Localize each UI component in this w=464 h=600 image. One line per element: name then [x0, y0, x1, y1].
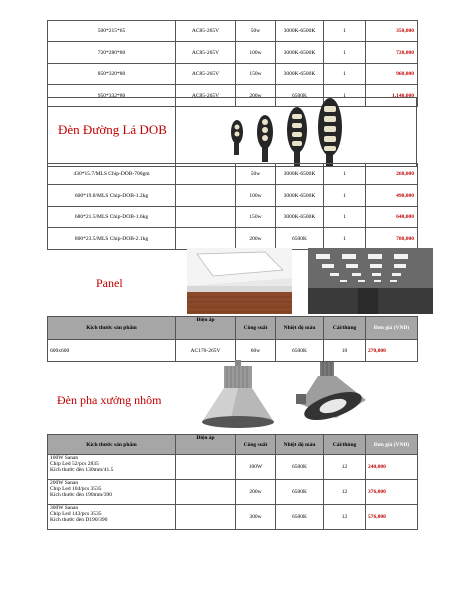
- qty-cell: 1: [324, 228, 366, 250]
- desc-line: 300W Sanan: [50, 505, 79, 511]
- qty-cell: 1: [324, 21, 366, 42]
- panel-section-title: Panel: [96, 276, 123, 290]
- voltage-cell: [176, 228, 236, 250]
- desc-cell: [48, 505, 176, 530]
- qty-cell: 12: [324, 480, 366, 505]
- power-cell: 200w: [236, 228, 276, 250]
- table-row: [48, 505, 418, 530]
- voltage-cell: AC85-265V: [176, 64, 236, 85]
- temp-cell: 6500K: [276, 505, 324, 530]
- power-cell: 100w: [236, 185, 276, 207]
- power-cell: 200w: [236, 480, 276, 505]
- temp-cell: 6500K: [276, 480, 324, 505]
- table-row: [48, 64, 418, 85]
- header-power: Công suất: [236, 317, 276, 340]
- highbay-lamp-image-2: [290, 360, 370, 420]
- table-header-row: [48, 317, 418, 340]
- temp-cell: 3000K-6500K: [276, 207, 324, 228]
- voltage-cell: [176, 455, 236, 480]
- header-price: Đơn giá (VNĐ): [366, 435, 418, 455]
- price-cell: 640,000: [366, 207, 418, 228]
- size-cell: 680*21.5/MLS Chip-DOB-1.6kg: [48, 207, 176, 228]
- table-row: [48, 21, 418, 42]
- table-row: [48, 164, 418, 185]
- power-cell: 100w: [236, 42, 276, 64]
- temp-cell: 6500K: [276, 340, 324, 362]
- size-cell: 850*320*80: [48, 64, 176, 85]
- temp-cell: 3000K-6500K: [276, 64, 324, 85]
- qty-cell: 1: [324, 64, 366, 85]
- panel-photo-room: [187, 248, 292, 314]
- header-temp: Nhiệt độ màu: [276, 317, 324, 340]
- power-cell: 100W: [236, 455, 276, 480]
- price-cell: 350,000: [366, 21, 418, 42]
- dob-table: [47, 163, 418, 250]
- price-cell: 376,000: [366, 480, 418, 505]
- size-cell: 430*15.7/MLS Chip-DOB-700gm: [48, 164, 176, 185]
- power-cell: 50w: [236, 21, 276, 42]
- header-temp: Nhiệt độ màu: [276, 435, 324, 455]
- power-cell: 150w: [236, 64, 276, 85]
- voltage-cell: [176, 207, 236, 228]
- qty-cell: 1: [324, 207, 366, 228]
- divider: [175, 97, 176, 167]
- qty-cell: 12: [324, 455, 366, 480]
- header-voltage: Điện áp: [176, 317, 236, 340]
- temp-cell: 6500K: [276, 85, 324, 107]
- price-cell: 240,000: [366, 455, 418, 480]
- table-row: [48, 228, 418, 250]
- desc-line: Kích thước đèn D190/390: [50, 517, 108, 523]
- voltage-cell: AC85-265V: [176, 42, 236, 64]
- desc-cell: [48, 480, 176, 505]
- highbay-table: [47, 434, 418, 530]
- header-size: Kích thước sản phẩm: [48, 435, 176, 455]
- size-cell: 800*23.5/MLS Chip-DOB-2.1kg: [48, 228, 176, 250]
- table-row: [48, 480, 418, 505]
- voltage-cell: AC170-265V: [176, 340, 236, 362]
- voltage-cell: [176, 185, 236, 207]
- qty-cell: 10: [324, 340, 366, 362]
- price-cell: 780,000: [366, 228, 418, 250]
- power-cell: 200w: [236, 85, 276, 107]
- qty-cell: 1: [324, 164, 366, 185]
- price-cell: 270,000: [366, 340, 418, 362]
- power-cell: 150w: [236, 207, 276, 228]
- temp-cell: 6500K: [276, 455, 324, 480]
- voltage-cell: [176, 505, 236, 530]
- panel-table: [47, 316, 418, 362]
- highbay-lamp-image-1: [200, 360, 278, 438]
- temp-cell: 3000K-6500K: [276, 21, 324, 42]
- table-row: [48, 340, 418, 362]
- power-cell: 60w: [236, 340, 276, 362]
- header-qty: Cái/thùng: [324, 435, 366, 455]
- price-cell: 260,000: [366, 164, 418, 185]
- qty-cell: 12: [324, 505, 366, 530]
- desc-line: Chip Led 104/pcs 3535: [50, 486, 102, 492]
- desc-line: Kích thước đèn 190mm/390: [50, 492, 112, 498]
- temp-cell: 3000K-6500K: [276, 164, 324, 185]
- header-voltage: Điện áp: [176, 435, 236, 455]
- power-cell: 300w: [236, 505, 276, 530]
- size-cell: 950*332*80: [48, 85, 176, 107]
- header-size: Kích thước sản phẩm: [48, 317, 176, 340]
- desc-line: Chip Led 143/pcs 3535: [50, 511, 102, 517]
- voltage-cell: AC85-265V: [176, 85, 236, 107]
- table-row: [48, 42, 418, 64]
- table-header-row: [48, 435, 418, 455]
- price-cell: 576,000: [366, 505, 418, 530]
- desc-cell: [48, 455, 176, 480]
- header-qty: Cái/thùng: [324, 317, 366, 340]
- temp-cell: 6500K: [276, 228, 324, 250]
- size-cell: 600*19.8/MLS Chip-DOB-1.2kg: [48, 185, 176, 207]
- table-row: [48, 455, 418, 480]
- size-cell: 720*280*80: [48, 42, 176, 64]
- voltage-cell: [176, 164, 236, 185]
- power-cell: 50w: [236, 164, 276, 185]
- voltage-cell: AC85-265V: [176, 21, 236, 42]
- desc-line: 100W Sanan: [50, 455, 79, 461]
- size-cell: 600x600: [48, 340, 176, 362]
- price-cell: 720,000: [366, 42, 418, 64]
- temp-cell: 3000K-6500K: [276, 42, 324, 64]
- size-cell: 500*215*65: [48, 21, 176, 42]
- price-cell: 960,000: [366, 64, 418, 85]
- header-price: Đơn giá (VNĐ): [366, 317, 418, 340]
- header-power: Công suất: [236, 435, 276, 455]
- highbay-section-title: Đèn pha xưởng nhôm: [57, 393, 162, 407]
- table-row: [48, 207, 418, 228]
- panel-photo-ceiling: [308, 248, 433, 314]
- price-cell: 490,000: [366, 185, 418, 207]
- dob-section-title: Đèn Đường Lá DOB: [58, 122, 167, 137]
- qty-cell: 1: [324, 85, 366, 107]
- price-cell: 1,140,000: [366, 85, 418, 107]
- desc-line: Chip Led 52/pcs 2835: [50, 461, 99, 467]
- temp-cell: 3000K-6500K: [276, 185, 324, 207]
- desc-line: Kích thước đèn 130mm/41.5: [50, 467, 114, 473]
- table-row: [48, 185, 418, 207]
- dob-street-lamps-image: [228, 94, 348, 166]
- desc-line: 200W Sanan: [50, 480, 79, 486]
- qty-cell: 1: [324, 42, 366, 64]
- voltage-cell: [176, 480, 236, 505]
- qty-cell: 1: [324, 185, 366, 207]
